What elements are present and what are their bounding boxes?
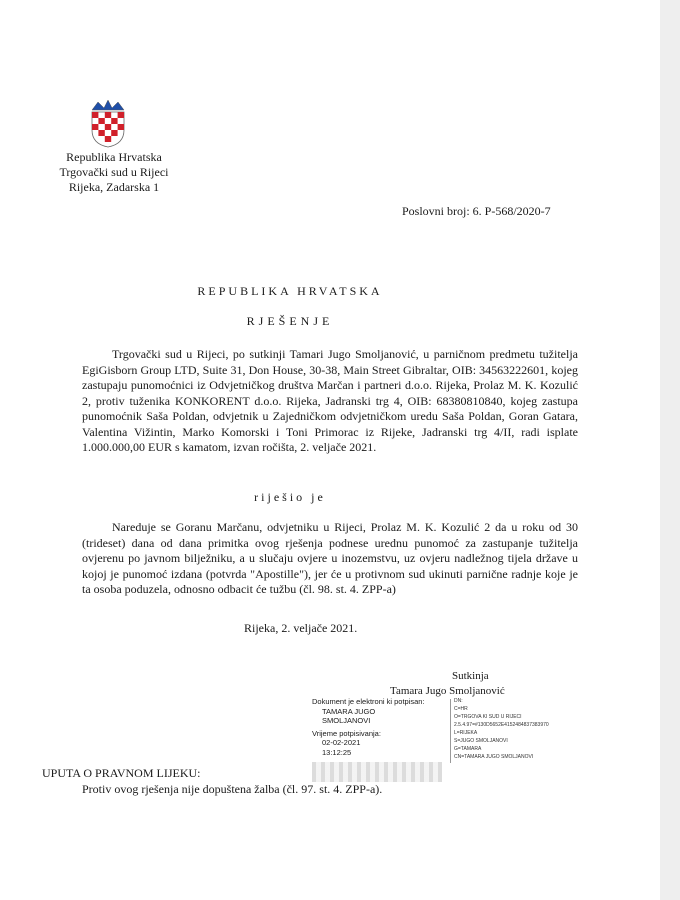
legal-remedy-text: Protiv ovog rješenja nije dopuštena žalba (čl. 97. st. 4. ZPP-a). <box>82 782 383 796</box>
decision-title: RJEŠENJE <box>246 314 334 328</box>
ruling-text: Nareduje se Goranu Marčanu, odvjetniku u Rijeci, Prolaz M. K. Kozulić 2 da u roku od 30 (trideset) dana od dana primitka ovog rješenja podnese urednu punomoć za zastupanje tužitelja ovjerenu po javnom bilježniku, a u slučaju ovjere u inozemstvu, uz ovjeru nadležnog tijela države u kojoj je punomoć izdana (potvrda "Apostille"), jer će u protivnom sud ukinuti parnične radnje koje je ta osoba poduzela, odnosno odbacit će tužbu (čl. 98. st. 4. ZPP-a) <box>82 520 578 596</box>
cert-line: L=RIJEKA <box>454 730 478 736</box>
place-and-date: Rijeka, 2. veljače 2021. <box>244 621 358 635</box>
page-margin-strip <box>660 0 680 900</box>
redacted-area <box>312 762 442 782</box>
cert-line: CN=TAMARA JUGO SMOLJANOVI <box>454 754 534 760</box>
header-line-country: Republika Hrvatska <box>66 150 162 164</box>
judge-role: Sutkinja <box>452 670 489 682</box>
cert-line: G=TAMARA <box>454 746 482 752</box>
header-line-court: Trgovački sud u Rijeci <box>59 165 169 179</box>
croatian-coat-of-arms-icon <box>88 98 128 148</box>
header-line-address: Rijeka, Zadarska 1 <box>68 180 160 194</box>
electronic-signature-block <box>302 697 582 767</box>
cert-line: DN: <box>454 698 463 704</box>
cert-line: O=TRGOVA KI SUD U RIJECI <box>454 714 522 720</box>
signing-date: 02-02-2021 <box>322 738 361 747</box>
signature-info <box>312 697 442 757</box>
introduction-paragraph <box>82 347 578 456</box>
judge-name: Tamara Jugo Smoljanović <box>390 685 505 697</box>
signing-time: 13:12:25 <box>322 747 352 757</box>
signing-time-label: Vrijeme potpisivanja: <box>312 728 381 738</box>
signed-by-label: Dokument je elektroni ki potpisan: <box>312 697 425 706</box>
cert-line: C=HR <box>454 706 468 712</box>
case-number: Poslovni broj: 6. P-568/2020-7 <box>402 204 551 218</box>
cert-line: S=JUGO SMOLJANOVI <box>454 738 508 744</box>
legal-remedy-title: UPUTA O PRAVNOM LIJEKU: <box>42 766 201 780</box>
certificate-details <box>454 697 582 761</box>
signature-divider <box>450 699 451 763</box>
introduction-text: Trgovački sud u Rijeci, po sutkinji Tamari Jugo Smoljanović, u parničnom predmetu tužitelja EgiGisborn Group LTD, Suite 31, Don House, 30-38, Main Street Gibraltar, OIB: 34563222601, kojeg zastupaju punomoćnici iz Odvjetničkog društva Marčan i partneri d.o.o. Rijeka, Prolaz M. K. Kozulić 2, protiv tuženika KONKORENT d.o.o. Rijeka, Jadranski trg 4, OIB: 68380810840, kojeg zastupa punomoćnik Saša Poldan, odvjetnik u Zajedničkom odvjetničkom uredu Saša Poldan, Goran Gatara, Valentina Vižintin, Marko Komorski i Toni Primorac iz Rijeke, Jadranski trg 4/II, radi isplate 1.000.000,00 EUR s kamatom, izvan ročišta, 2. veljače 2021. <box>82 347 578 454</box>
cert-line: 2.5.4.97=#130D5652E4152484837383970 <box>454 722 549 728</box>
ruling-heading: riješio je <box>254 490 326 504</box>
republic-title: REPUBLIKA HRVATSKA <box>197 284 383 298</box>
ruling-paragraph <box>82 520 578 598</box>
signer-name-line1: TAMARA JUGO <box>322 706 376 716</box>
court-header <box>44 150 184 195</box>
signer-name-line2: SMOLJANOVI <box>322 716 371 725</box>
